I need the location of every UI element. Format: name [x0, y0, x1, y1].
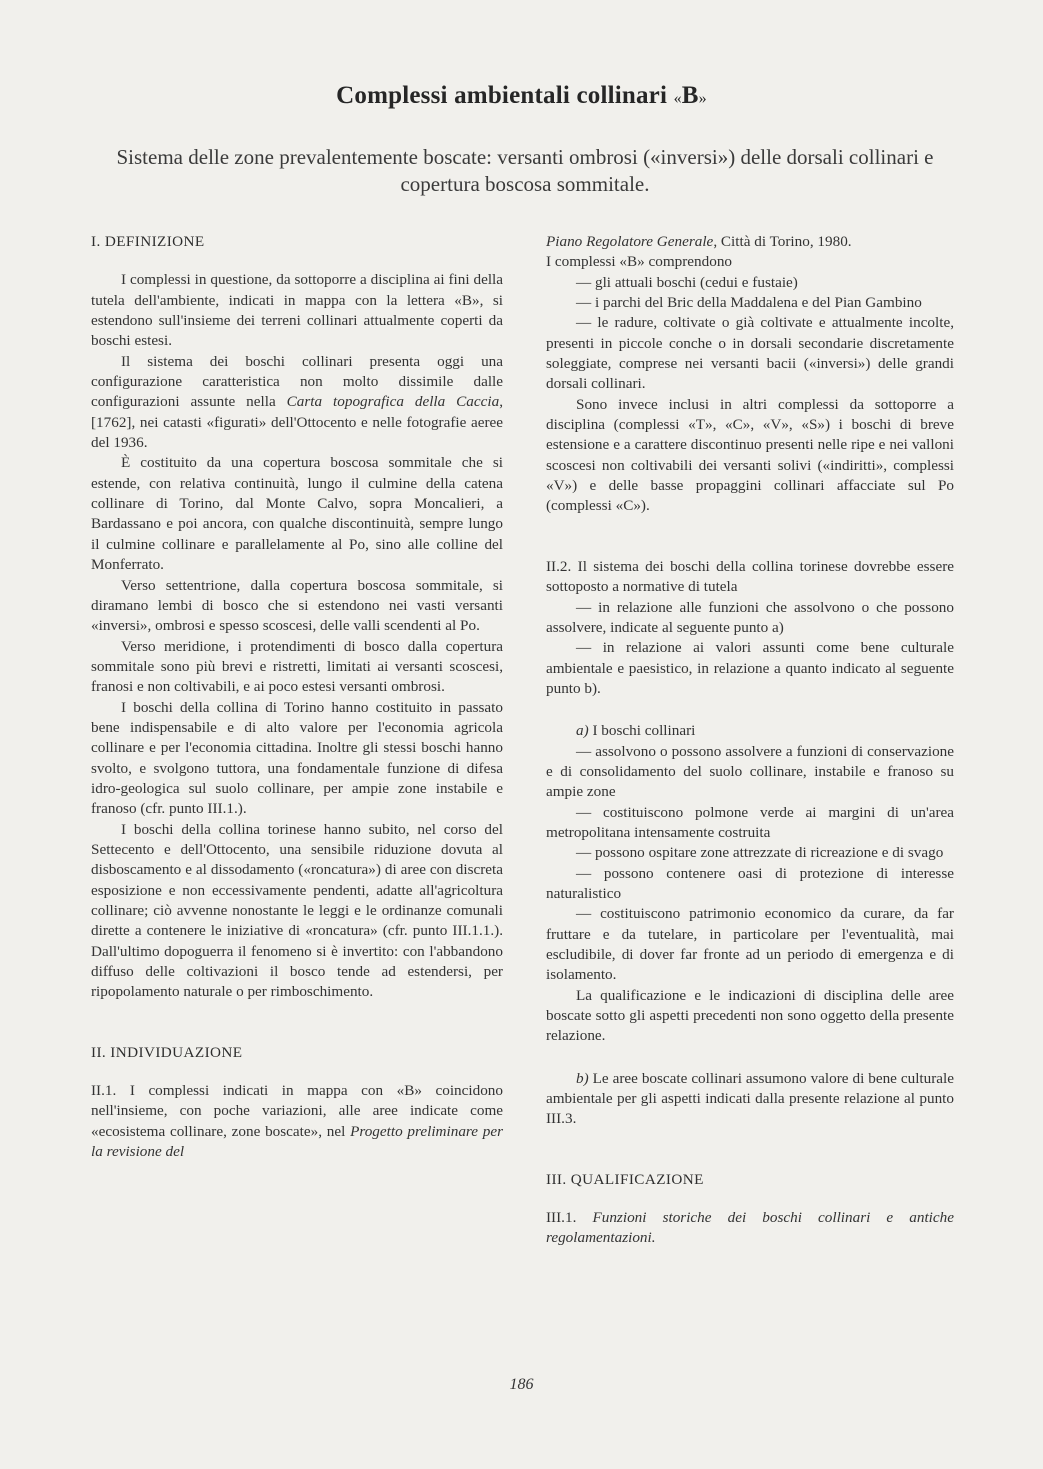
title-text: Complessi ambientali collinari	[336, 82, 668, 109]
list-item: — le radure, coltivate o già coltivate e attualmente incolte, presenti in piccole conche o in dorsali secondarie discretamente soleggiate, comprese nei versanti bacii («inversi») delle grandi dorsali collinari.	[546, 314, 954, 393]
paragraph	[546, 721, 954, 741]
paragraph-text: I boschi collinari	[588, 722, 696, 740]
paragraph-text: Il sistema dei boschi collinari presenta oggi una configurazione caratteristica non molto dissimile dalle configurazioni assunte nella	[91, 352, 503, 411]
list-item: — i parchi del Bric della Maddalena e del Pian Gambino	[576, 294, 922, 312]
right-column	[546, 232, 954, 1249]
list-item: — costituiscono patrimonio economico da curare, da far fruttare e da tutelare, in particolare per l'eventualità, mai escludibile, di dover far fronte ad un periodo di emergenza e di isolamento.	[546, 905, 954, 984]
paragraph-text: , [1762], nei catasti «figurati» dell'Ottocento e nelle fotografie aeree del 1936.	[91, 393, 503, 452]
point-label: b)	[576, 1069, 589, 1087]
paragraph	[546, 232, 954, 252]
paragraph: I boschi della collina torinese hanno subito, nel corso del Settecento e dell'Ottocento, una sensibile riduzione dovuta al disboscamento e al dissodamento («roncatura») di aree con discreta esposizione e non eccessivamente pendenti, adatte all'agricoltura collinare; ciò avvenne nonostante le leggi e le ordinanze comunali dirette a contenere le iniziative di «roncatura» (cfr. punto III.1.1.). Dall'ultimo dopoguerra il fenomeno si è invertito: con l'abbandono diffuso delle coltivazioni il bosco tende ad estendersi, per ripopolamento naturale o per rimboschimento.	[91, 820, 503, 1001]
paragraph	[546, 1208, 954, 1249]
italic-title: Funzioni storiche dei boschi collinari e antiche regolamentazioni.	[546, 1209, 954, 1247]
italic-title: Carta topografica della Caccia	[286, 393, 500, 411]
paragraph: II.2. Il sistema dei boschi della collina torinese dovrebbe essere sottoposto a normative di tutela	[546, 557, 954, 596]
list-item: — costituiscono polmone verde ai margini di un'area metropolitana intensamente costruita	[546, 803, 954, 841]
paragraph: Verso meridione, i protendimenti di bosco dalla copertura sommitale sono più brevi e ristretti, limitati ai versanti scoscesi, franosi e non coltivabili, e ai poco estesi versanti ombrosi.	[91, 637, 503, 696]
point-label: a)	[576, 722, 589, 740]
paragraph	[91, 352, 503, 454]
paragraph: Verso settentrione, dalla copertura boscosa sommitale, si diramano lembi di bosco che si estendono nei vasti versanti «inversi», ombrosi e spesso scoscesi, delle valli scendenti al Po.	[91, 576, 503, 635]
title-letter: B	[681, 82, 699, 109]
list-item: — possono contenere oasi di protezione di interesse naturalistico	[546, 864, 954, 902]
left-column	[91, 232, 503, 1162]
page-number: 186	[509, 1376, 534, 1393]
title-quote-close: »	[698, 90, 707, 107]
list-item: — assolvono o possono assolvere a funzioni di conservazione e di consolidamento del suolo collinare, instabile e franoso su ampie zone	[546, 742, 954, 801]
list-item: — in relazione ai valori assunti come bene culturale ambientale e paesistico, in relazione a quanto indicato al seguente punto b).	[546, 639, 954, 697]
section-heading-individuazione: II. INDIVIDUAZIONE	[91, 1043, 243, 1061]
list-item: — in relazione alle funzioni che assolvono o che possono assolvere, indicate al seguente punto a)	[546, 598, 954, 636]
subtitle: Sistema delle zone prevalentemente boscate: versanti ombrosi («inversi») delle dorsali collinari e copertura boscosa sommitale.	[116, 145, 934, 196]
paragraph-text: , Città di Torino, 1980.	[713, 233, 852, 250]
list-item: — gli attuali boschi (cedui e fustaie)	[576, 273, 798, 291]
paragraph: La qualificazione e le indicazioni di disciplina delle aree boscate sotto gli aspetti precedenti non sono oggetto della presente relazione.	[546, 986, 954, 1045]
paragraph: Sono invece inclusi in altri complessi da sottoporre a disciplina (complessi «T», «C», «V», «S») i boschi di breve estensione e a carattere discontinuo presenti nelle ripe e nei valloni scoscesi non coltivabili dei versanti solivi («indiritti», complessi «V») e delle basse propaggini collinari affacciate sul Po (complessi «C»).	[546, 395, 954, 515]
paragraph: I boschi della collina di Torino hanno costituito in passato bene indispensabile e di alto valore per l'economia agricola collinare e per l'economia cittadina. Inoltre gli stessi boschi hanno svolto, e svolgono tuttora, una fondamentale funzione di difesa idro-geologica sul suolo collinare, per ampie zone instabile e franoso (cfr. punto III.1.).	[91, 698, 503, 818]
paragraph	[91, 1081, 503, 1162]
paragraph-text: Le aree boscate collinari assumono valore di bene culturale ambientale per gli aspetti indicati dalla presente relazione al punto III.3.	[546, 1069, 954, 1128]
paragraph-text: II.1. I complessi indicati in mappa con «B» coincidono nell'insieme, con poche variazioni, alle aree indicate come «ecosistema collinare, zone boscate», nel	[91, 1082, 503, 1140]
italic-title: Piano Regolatore Generale	[546, 233, 714, 250]
title-quote-open: «	[673, 90, 682, 107]
paragraph: I complessi «B» comprendono	[546, 253, 733, 271]
paragraph	[546, 1069, 954, 1130]
paragraph: I complessi in questione, da sottoporre a disciplina ai fini della tutela dell'ambiente, indicati in mappa con la lettera «B», si estendono sull'insieme dei terreni collinari attualmente coperti da boschi estesi.	[91, 271, 503, 350]
page-title	[0, 82, 1043, 110]
italic-title: Progetto preliminare per la revisione del	[91, 1122, 503, 1161]
section-heading-qualificazione: III. QUALIFICAZIONE	[546, 1170, 704, 1188]
section-heading-definizione: I. DEFINIZIONE	[91, 233, 205, 250]
paragraph-text: III.1.	[546, 1209, 593, 1227]
list-item: — possono ospitare zone attrezzate di ricreazione e di svago	[576, 844, 944, 862]
paragraph: È costituito da una copertura boscosa sommitale che si estende, con relativa continuità, lungo il culmine della catena collinare di Torino, dal Monte Calvo, sopra Moncalieri, a Bardassano e poi ancora, con qualche discontinuità, sempre lungo il culmine collinare e parallelamente al Po, sino alle colline del Monferrato.	[91, 454, 503, 574]
